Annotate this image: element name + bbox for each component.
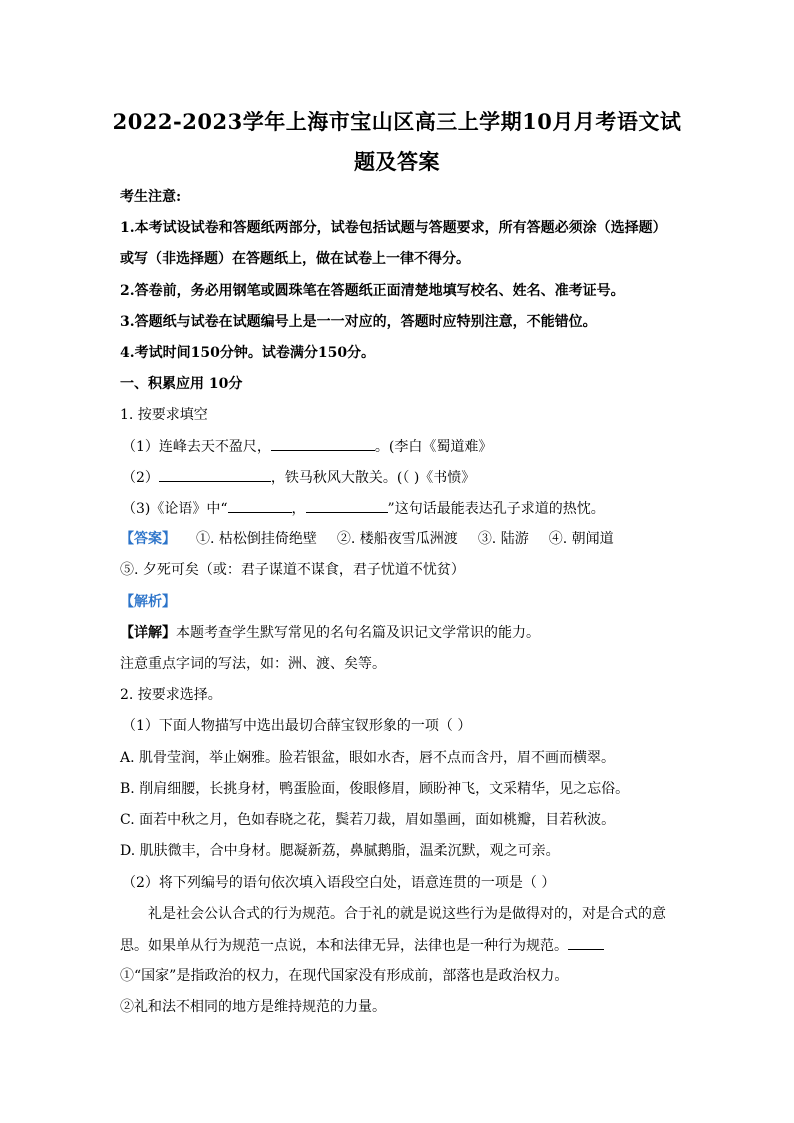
notice-heading: 考生注意: bbox=[120, 189, 182, 205]
option-b: B. 削肩细腰，长挑身材，鸭蛋脸面，俊眼修眉，顾盼神飞，文采精华，见之忘俗。 bbox=[120, 781, 630, 797]
question-2-sub-1: （1）下面人物描写中选出最切合薛宝钗形象的一项（ ） bbox=[122, 718, 472, 734]
option-d: D. 肌肤微丰，合中身材。腮凝新荔，鼻腻鹅脂，温柔沉默，观之可亲。 bbox=[120, 843, 560, 859]
question-2-sub-2: （2）将下列编号的语句依次填入语段空白处，语意连贯的一项是（ ） bbox=[122, 875, 556, 891]
section-1-heading: 一、积累应用 10分 bbox=[120, 376, 243, 392]
answer-4: ④. 朝闻道 bbox=[548, 531, 614, 547]
passage-line-2-text: 思。如果单从行为规范一点说，本和法律无异，法律也是一种行为规范。 bbox=[120, 938, 568, 954]
sub-3-prefix: （3)《论语》中“ bbox=[122, 501, 228, 517]
sub-3-separator: ， bbox=[291, 501, 306, 517]
detail-label: 【详解】 bbox=[120, 625, 176, 641]
sub-1-prefix: （1）连峰去天不盈尺， bbox=[122, 439, 271, 455]
passage-blank[interactable] bbox=[568, 935, 604, 950]
question-1-answer-5: ⑤. 夕死可矣（或：君子谋道不谋食，君子忧道不忧贫） bbox=[120, 562, 465, 578]
answer-3: ③. 陆游 bbox=[477, 531, 529, 547]
question-2-stem: 2. 按要求选择。 bbox=[120, 687, 222, 703]
notice-item-1a: 1.本考试设试卷和答题纸两部分，试卷包括试题与答题要求，所有答题必须涂（选择题） bbox=[120, 220, 667, 236]
notice-item-2: 2.答卷前，务必用钢笔或圆珠笔在答题纸正面清楚地填写校名、姓名、准考证号。 bbox=[120, 283, 625, 299]
sub-1-suffix: 。(李白《蜀道难》 bbox=[374, 439, 493, 455]
option-c: C. 面若中秋之月，色如春晓之花，鬓若刀裁，眉如墨画，面如桃瓣，目若秋波。 bbox=[120, 812, 616, 828]
document-title-line-2: 题及答案 bbox=[354, 149, 440, 174]
detail-text: 本题考查学生默写常见的名句名篇及识记文学常识的能力。 bbox=[176, 625, 540, 641]
question-1-stem: 1. 按要求填空 bbox=[120, 407, 208, 423]
notice-item-4: 4.考试时间150分钟。试卷满分150分。 bbox=[120, 345, 376, 361]
document-title-line-1: 2022-2023学年上海市宝山区高三上学期10月月考语文试 bbox=[112, 109, 682, 134]
question-1-answer bbox=[120, 529, 614, 549]
option-a: A. 肌骨莹润，举止娴雅。脸若银盆，眼如水杏，唇不点而含丹，眉不画而横翠。 bbox=[120, 750, 616, 766]
sentence-item-2: ②礼和法不相同的地方是维持规范的力量。 bbox=[120, 999, 386, 1015]
passage-line-1: 礼是社会公认合式的行为规范。合于礼的就是说这些行为是做得对的，对是合式的意 bbox=[148, 906, 666, 922]
fill-blank-3[interactable] bbox=[228, 498, 292, 513]
sentence-item-1: ①“国家”是指政治的权力，在现代国家没有形成前，部落也是政治权力。 bbox=[120, 968, 569, 984]
question-1-sub-1 bbox=[122, 436, 492, 457]
notice-item-1b: 或写（非选择题）在答题纸上，做在试卷上一律不得分。 bbox=[120, 251, 470, 267]
detail-note: 注意重点字词的写法，如：洲、渡、矣等。 bbox=[120, 656, 386, 672]
fill-blank-4[interactable] bbox=[306, 498, 388, 513]
answer-label: 【答案】 bbox=[120, 531, 176, 547]
sub-2-suffix: ，铁马秋风大散关。(（ )《书愤》 bbox=[270, 470, 476, 486]
sub-2-prefix: （2） bbox=[122, 470, 159, 486]
question-1-sub-2 bbox=[122, 467, 475, 488]
passage-line-2 bbox=[120, 935, 604, 956]
analysis-label: 【解析】 bbox=[120, 594, 176, 610]
sub-3-suffix: ”这句话最能表达孔子求道的热忱。 bbox=[387, 501, 605, 517]
detail-line bbox=[120, 623, 540, 643]
answer-2: ②. 楼船夜雪瓜洲渡 bbox=[336, 531, 458, 547]
question-1-sub-3 bbox=[122, 498, 605, 519]
fill-blank-2[interactable] bbox=[159, 467, 271, 482]
fill-blank-1[interactable] bbox=[271, 436, 375, 451]
notice-item-3: 3.答题纸与试卷在试题编号上是一一对应的，答题时应特别注意，不能错位。 bbox=[120, 314, 597, 330]
answer-1: ①. 枯松倒挂倚绝壁 bbox=[196, 531, 317, 547]
